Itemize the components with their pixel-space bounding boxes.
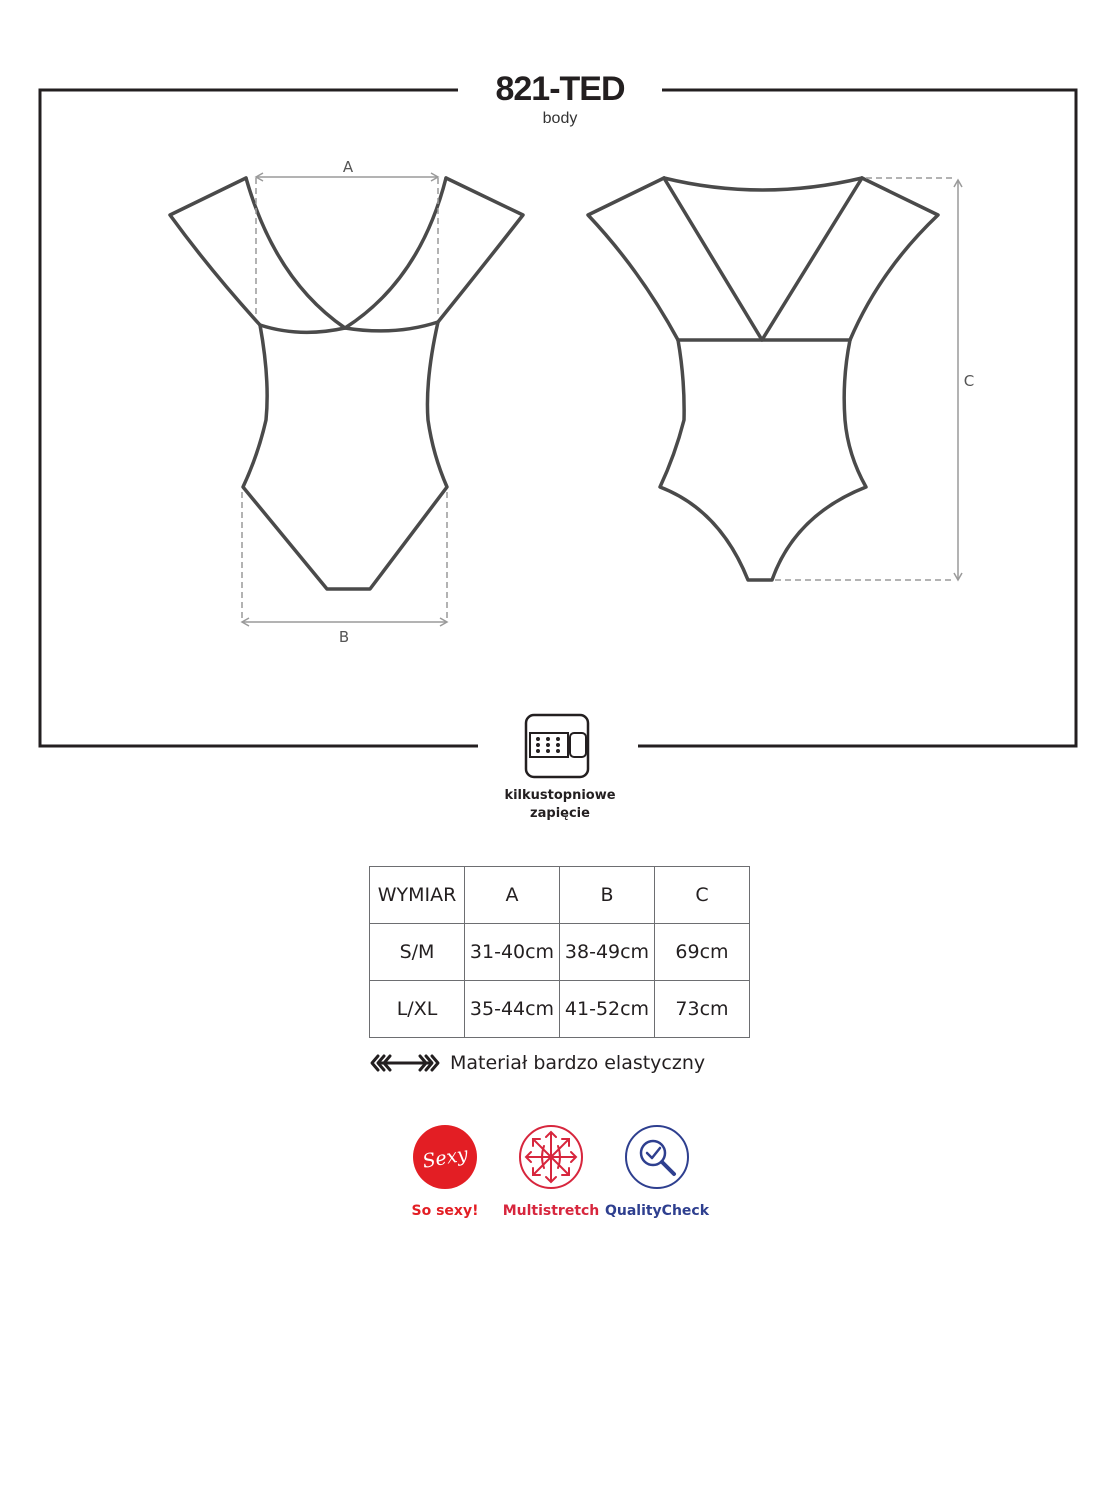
badge-label: So sexy! (411, 1203, 479, 1219)
feature-label-line1: kilkustopniowe (504, 788, 616, 803)
garment-back-view (588, 178, 938, 580)
size-table-header-cell: C (655, 867, 750, 924)
size-table-header-row (370, 867, 750, 924)
size-table-row (370, 924, 750, 981)
size-table-cell: 69cm (655, 924, 750, 981)
size-table-cell: 41-52cm (560, 981, 655, 1038)
feature-badges (0, 1124, 1120, 1224)
size-table-cell: 35-44cm (465, 981, 560, 1038)
badge-label: QualityCheck (604, 1203, 710, 1219)
badge-so-sexy (385, 1124, 505, 1219)
quality-check-icon (624, 1124, 690, 1190)
dimension-b (242, 492, 447, 626)
size-table-header-cell: B (560, 867, 655, 924)
sexy-icon (412, 1124, 478, 1190)
dimension-c-label: C (963, 372, 975, 390)
multistretch-icon (518, 1124, 584, 1190)
size-table-cell: 38-49cm (560, 924, 655, 981)
dimension-b-label: B (338, 628, 350, 646)
hook-and-eye-closure-icon (524, 713, 590, 779)
size-table-row (370, 981, 750, 1038)
size-table-header-cell: A (465, 867, 560, 924)
feature-label-line2: zapięcie (530, 806, 590, 821)
badge-multistretch (491, 1124, 611, 1219)
feature-label (460, 787, 660, 823)
dimension-a (256, 173, 438, 315)
product-code: 821-TED (495, 70, 625, 108)
stretch-note (370, 1050, 705, 1076)
dimension-a-label: A (342, 158, 354, 176)
product-type: body (542, 110, 578, 127)
badge-quality-check (597, 1124, 717, 1219)
garment-front-view (170, 178, 523, 589)
stretch-note-text: Materiał bardzo elastyczny (450, 1052, 706, 1074)
size-table-cell: S/M (370, 924, 465, 981)
frame-border (40, 90, 1076, 746)
size-table-header-cell: WYMIAR (370, 867, 465, 924)
size-table-cell: L/XL (370, 981, 465, 1038)
size-table-cell: 31-40cm (465, 924, 560, 981)
dimension-c (775, 178, 962, 580)
size-table-cell: 73cm (655, 981, 750, 1038)
badge-label: Multistretch (502, 1203, 600, 1219)
stretch-arrows-icon (370, 1053, 440, 1073)
size-table (369, 866, 750, 1038)
sexy-icon-text: Sexy (420, 1143, 470, 1173)
